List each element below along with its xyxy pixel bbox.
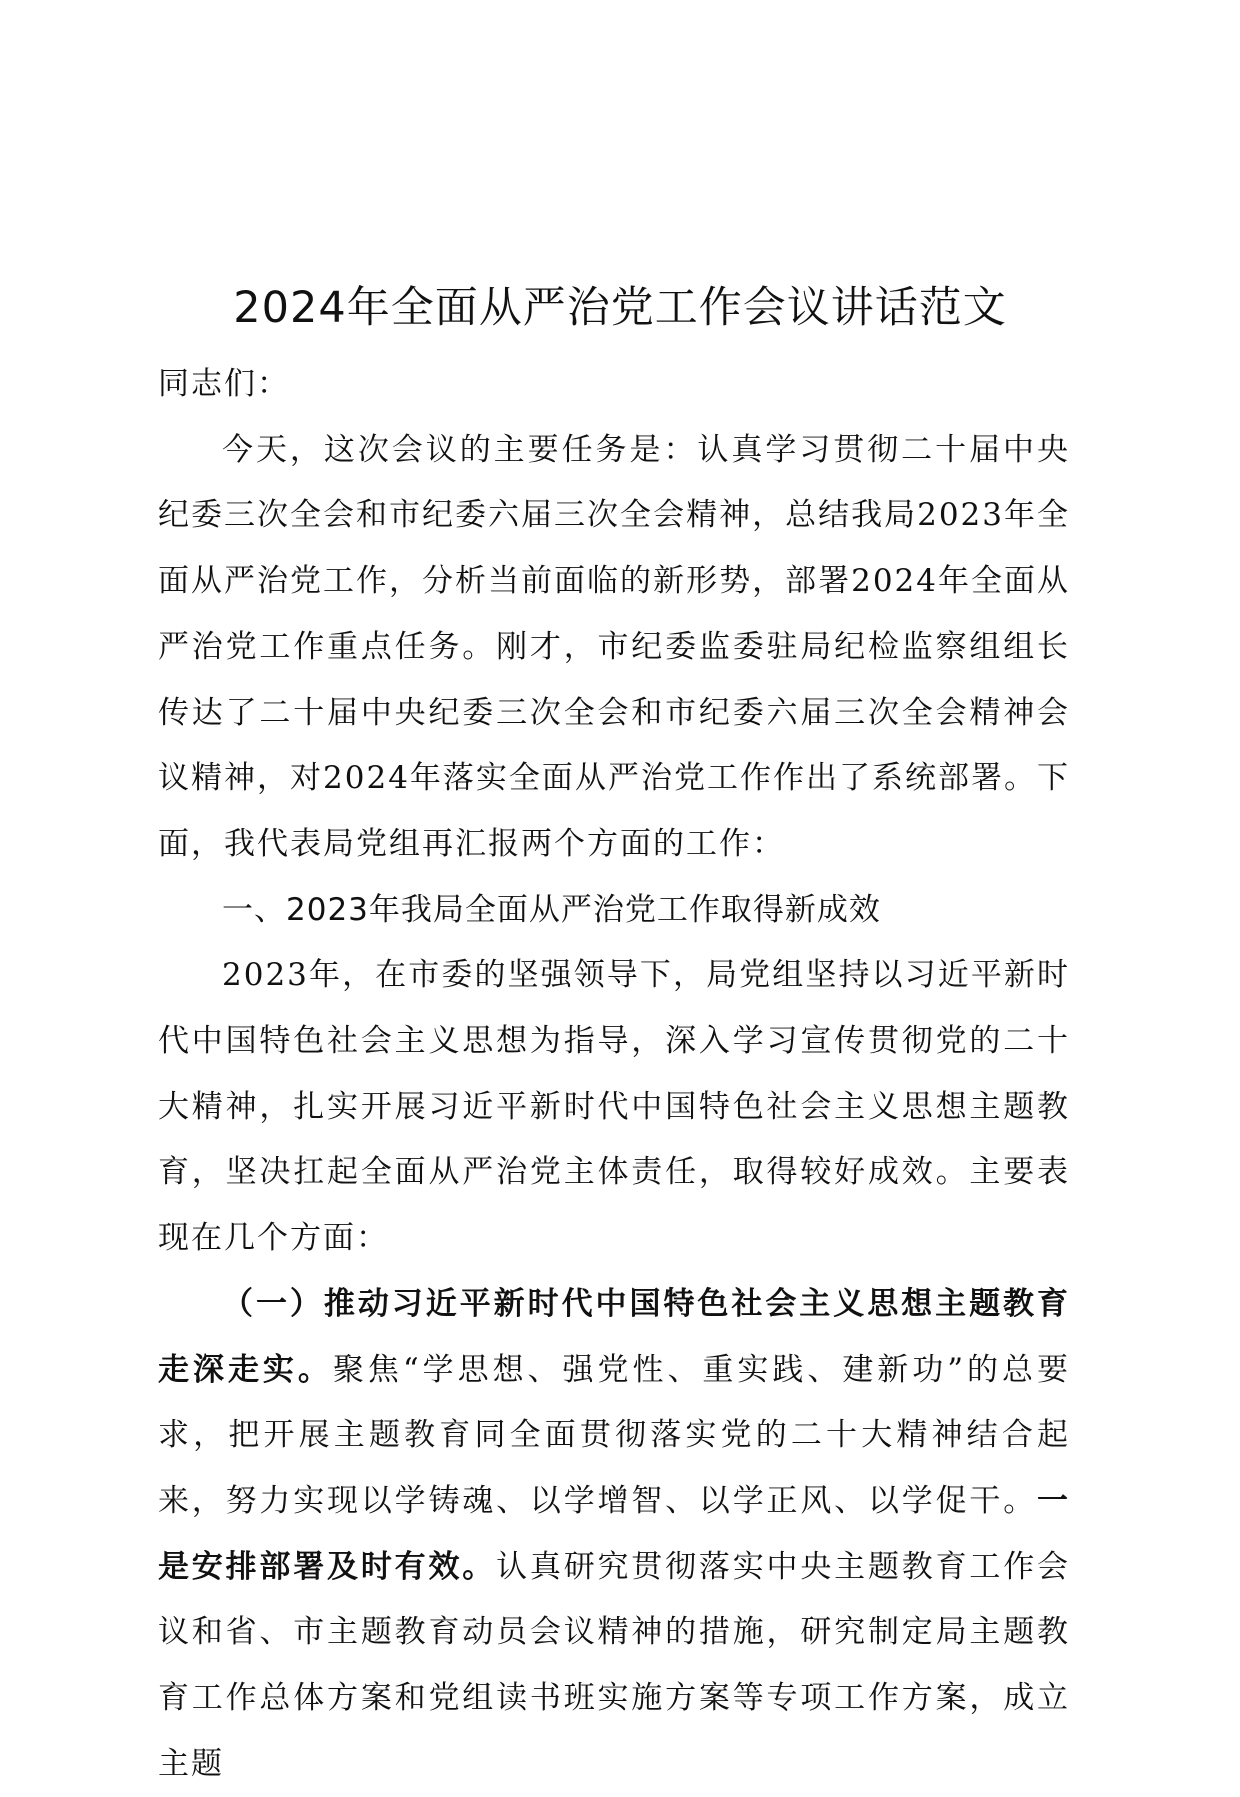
section-1-paragraph: 2023年，在市委的坚强领导下，局党组坚持以习近平新时代中国特色社会主义思想为指导，深入学习宣传贯彻党的二十大精神，扎实开展习近平新时代中国特色社会主义思想主题教育，坚决扛起全面从严治党主体责任，取得较好成效。主要表现在几个方面： [158, 957, 1070, 1257]
subsection-1-text-b: 认真研究贯彻落实中央主题教育工作会议和省、市主题教育动员会议精神的措施，研究制定局主题教育工作总体方案和党组读书班实施方案等专项工作方案，成立主题 [158, 1548, 1070, 1782]
subsection-1-point-1: 一是安排部署及时有效。 [158, 1482, 1070, 1585]
subsection-1-paragraph [158, 1272, 1070, 1797]
document-title: 2024年全面从严治党工作会议讲话范文 [233, 283, 1007, 333]
salutation: 同志们： [158, 366, 290, 402]
intro-paragraph: 今天，这次会议的主要任务是：认真学习贯彻二十届中央纪委三次全会和市纪委六届三次全会精神，总结我局2023年全面从严治党工作，分析当前面临的新形势，部署2024年全面从严治党工作重点任务。刚才，市纪委监委驻局纪检监察组组长传达了二十届中央纪委三次全会和市纪委六届三次全会精神会议精神，对2024年落实全面从严治党工作作出了系统部署。下面，我代表局党组再汇报两个方面的工作： [158, 431, 1070, 862]
section-1-heading: 一、2023年我局全面从严治党工作取得新成效 [222, 891, 881, 928]
subsection-1-heading: （一）推动习近平新时代中国特色社会主义思想主题教育走深走实。 [158, 1285, 1070, 1388]
document-body [158, 352, 1070, 1797]
subsection-1-text-a: 聚焦“学思想、强党性、重实践、建新功”的总要求，把开展主题教育同全面贯彻落实党的二十大精神结合起来，努力实现以学铸魂、以学增智、以学正风、以学促干。 [158, 1351, 1071, 1519]
